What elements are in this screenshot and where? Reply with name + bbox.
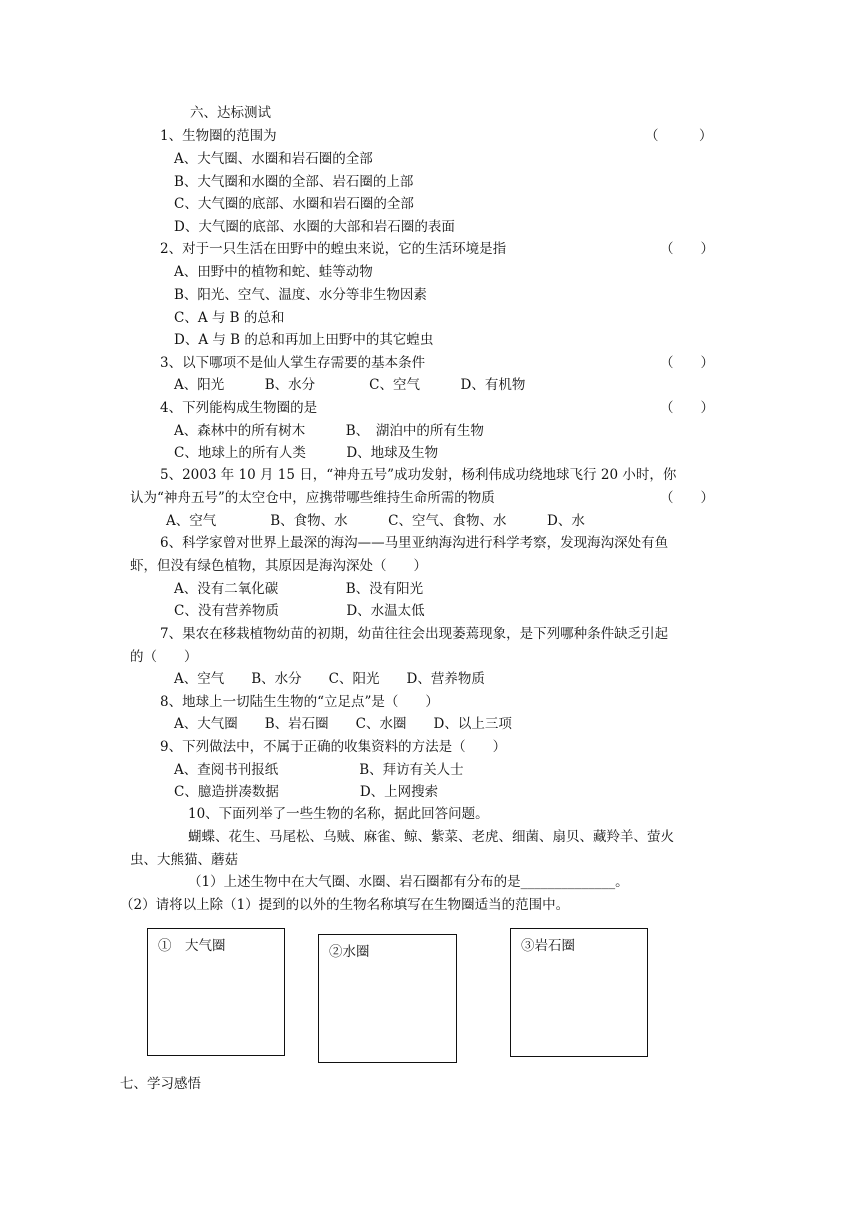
lithosphere-answer-box[interactable] bbox=[510, 928, 648, 1057]
question-10-organisms-line1: 蝴蝶、花生、马尾松、乌贼、麻雀、鲸、紫菜、老虎、细菌、扇贝、藏羚羊、萤火 bbox=[188, 829, 674, 845]
atmosphere-box-label: ① 大气圈 bbox=[158, 938, 226, 954]
question-3-stem: 3、以下哪项不是仙人掌生存需要的基本条件 bbox=[160, 355, 426, 371]
question-5-stem-line2: 认为“神舟五号”的太空仓中，应携带哪些维持生命所需的物质 bbox=[130, 490, 495, 506]
question-6-stem-line1: 6、科学家曾对世界上最深的海沟——马里亚纳海沟进行科学考察，发现海沟深处有鱼 bbox=[160, 535, 669, 551]
question-2-stem: 2、对于一只生活在田野中的蝗虫来说，它的生活环境是指 bbox=[160, 241, 507, 257]
section-6-title: 六、达标测试 bbox=[190, 105, 271, 121]
question-7-stem-line1: 7、果农在移栽植物幼苗的初期，幼苗往往会出现萎蔫现象，是下列哪种条件缺乏引起 bbox=[160, 626, 669, 642]
question-4-stem: 4、下列能构成生物圈的是 bbox=[160, 400, 318, 416]
question-5-answer-paren[interactable]: （ ） bbox=[660, 490, 714, 506]
question-1-option-b: B、大气圈和水圈的全部、岩石圈的上部 bbox=[174, 174, 414, 190]
question-10-sub2: （2）请将以上除（1）提到的以外的生物名称填写在生物圈适当的范围中。 bbox=[120, 897, 570, 913]
question-1-option-c: C、大气圈的底部、水圈和岩石圈的全部 bbox=[174, 196, 414, 212]
question-8-stem: 8、地球上一切陆生生物的“立足点”是（ ） bbox=[160, 694, 439, 710]
question-3-options: A、阳光 B、水分 C、空气 D、有机物 bbox=[174, 377, 526, 393]
question-3-answer-paren[interactable]: （ ） bbox=[660, 355, 714, 371]
atmosphere-answer-box[interactable] bbox=[147, 928, 285, 1056]
question-4-options-cd: C、地球上的所有人类 D、地球及生物 bbox=[174, 445, 439, 461]
question-2-option-a: A、田野中的植物和蛇、蛙等动物 bbox=[174, 264, 373, 280]
question-8-options: A、大气圈 B、岩石圈 C、水圈 D、以上三项 bbox=[174, 716, 512, 732]
question-1-stem: 1、生物圈的范围为 bbox=[160, 128, 277, 144]
question-5-options: A、空气 B、食物、水 C、空气、食物、水 D、水 bbox=[166, 513, 585, 529]
question-2-option-b: B、阳光、空气、温度、水分等非生物因素 bbox=[174, 287, 427, 303]
question-6-options-ab: A、没有二氧化碳 B、没有阳光 bbox=[174, 581, 424, 597]
question-10-stem: 10、下面列举了一些生物的名称，据此回答问题。 bbox=[188, 806, 489, 822]
question-2-answer-paren[interactable]: （ ） bbox=[660, 241, 714, 257]
question-9-stem: 9、下列做法中，不属于正确的收集资料的方法是（ ） bbox=[160, 739, 507, 755]
hydrosphere-answer-box[interactable] bbox=[318, 934, 457, 1063]
question-2-option-c: C、A 与 B 的总和 bbox=[174, 310, 285, 326]
question-7-options: A、空气 B、水分 C、阳光 D、营养物质 bbox=[174, 671, 485, 687]
question-1-option-d: D、大气圈的底部、水圈的大部和岩石圈的表面 bbox=[174, 219, 455, 235]
section-7-title: 七、学习感悟 bbox=[120, 1076, 201, 1092]
question-1-option-a: A、大气圈、水圈和岩石圈的全部 bbox=[174, 151, 373, 167]
question-9-options-ab: A、查阅书刊报纸 B、拜访有关人士 bbox=[174, 762, 464, 778]
lithosphere-box-label: ③岩石圈 bbox=[521, 938, 575, 954]
question-4-answer-paren[interactable]: （ ） bbox=[660, 400, 714, 416]
question-9-options-cd: C、臆造拼凑数据 D、上网搜索 bbox=[174, 784, 439, 800]
question-10-sub1: （1）上述生物中在大气圈、水圈、岩石圈都有分布的是______________。 bbox=[188, 874, 629, 890]
question-10-organisms-line2: 虫、大熊猫、蘑菇 bbox=[130, 852, 238, 868]
hydrosphere-box-label: ②水圈 bbox=[329, 944, 370, 960]
question-6-options-cd: C、没有营养物质 D、水温太低 bbox=[174, 603, 425, 619]
question-6-stem-line2: 虾，但没有绿色植物，其原因是海沟深处（ ） bbox=[130, 558, 427, 574]
question-7-stem-line2: 的（ ） bbox=[130, 649, 198, 665]
question-4-options-ab: A、森林中的所有树木 B、 湖泊中的所有生物 bbox=[174, 423, 484, 439]
question-5-stem-line1: 5、2003 年 10 月 15 日，“神舟五号”成功发射，杨利伟成功绕地球飞行 20 小时，你 bbox=[160, 467, 677, 483]
question-1-answer-paren[interactable]: （ ） bbox=[645, 128, 713, 144]
question-2-option-d: D、A 与 B 的总和再加上田野中的其它蝗虫 bbox=[174, 332, 434, 348]
